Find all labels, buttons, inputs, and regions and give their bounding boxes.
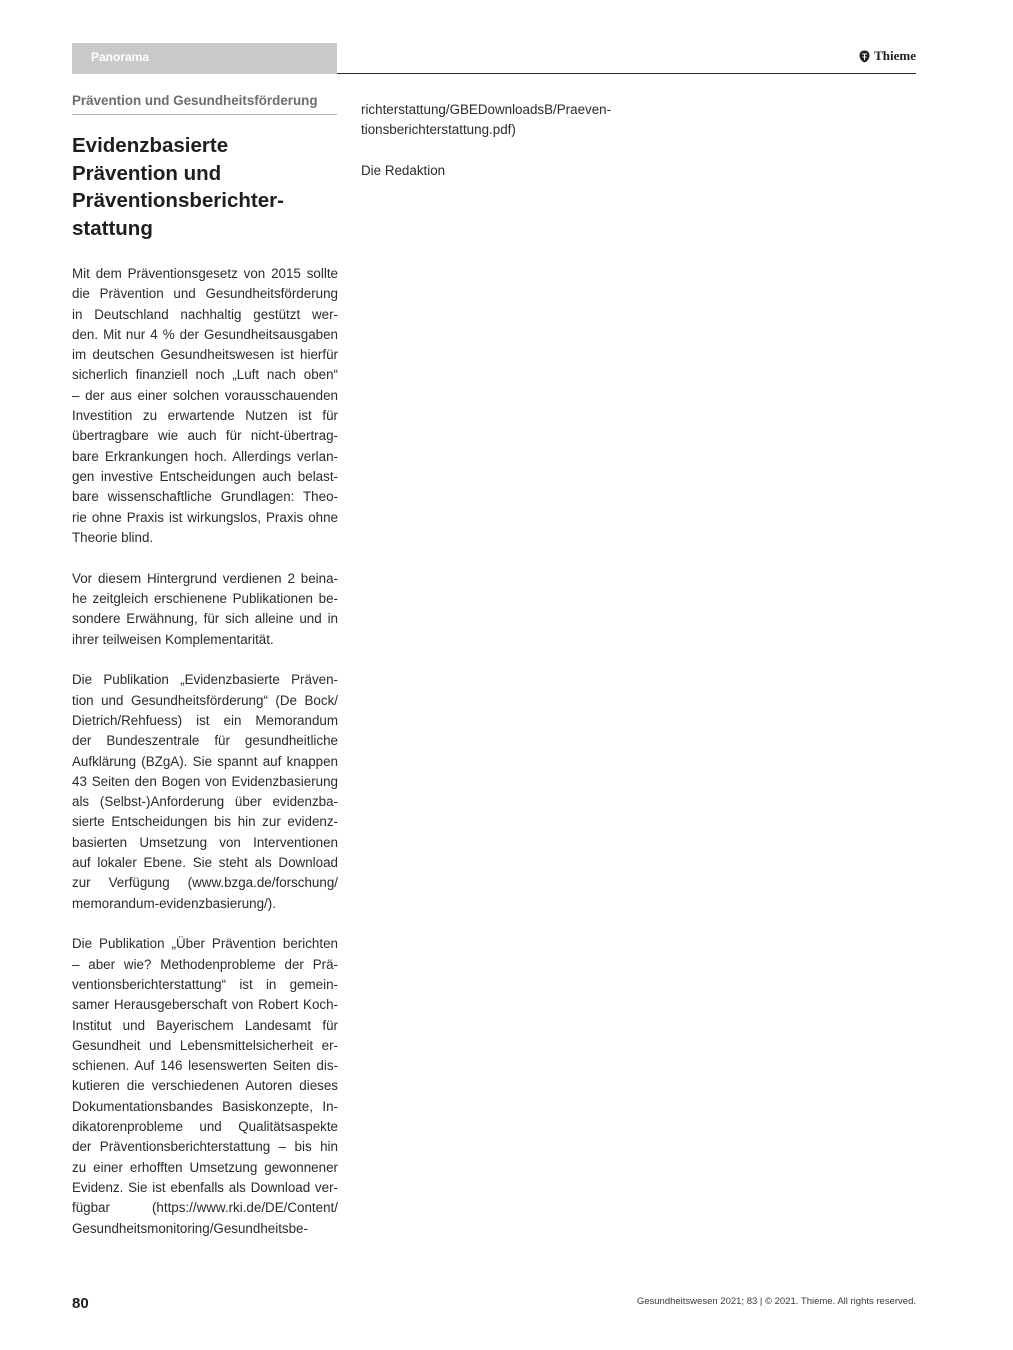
text-line: Die Publikation „Evidenzbasierte Präven-	[72, 672, 338, 688]
text-line: samer Herausgeberschaft von Robert Koch-	[72, 997, 338, 1013]
text-line: Aufklärung (BZgA). Sie spannt auf knappen	[72, 753, 338, 769]
text-line: auf lokaler Ebene. Sie steht als Download	[72, 855, 338, 871]
text-line: gen investive Entscheidungen auch belast-	[72, 468, 338, 484]
text-line: im deutschen Gesundheitswesen ist hierfür	[72, 347, 338, 363]
text-line: Theorie blind.	[72, 529, 154, 545]
text-line: rie ohne Praxis ist wirkungslos, Praxis ohne	[72, 509, 338, 525]
section-tab	[72, 43, 337, 74]
text-line: memorandum-evidenzbasierung/).	[72, 895, 276, 911]
text-line: ventionsberichterstattung“ ist in gemein-	[72, 977, 338, 992]
article-title	[72, 132, 337, 242]
text-line: sondere Erwähnung, für sich alleine und in	[72, 611, 338, 627]
text-line: tion und Gesundheitsförderung“ (De Bock/	[72, 692, 338, 708]
text-line: – aber wie? Methodenprobleme der Prä-	[72, 956, 338, 972]
article-body-left-column	[72, 264, 338, 1239]
text-line: – der aus einer solchen vorausschauenden	[72, 387, 338, 403]
text-line: Die Publikation „Über Prävention berichten	[72, 936, 338, 952]
text-line: Vor diesem Hintergrund verdienen 2 beina-	[72, 570, 338, 586]
paragraph	[72, 569, 338, 650]
text-line: übertragbare wie auch für nicht-übertrag-	[72, 428, 338, 444]
text-line: fügbar (https://www.rki.de/DE/Content/	[72, 1200, 338, 1216]
text-line: Gesundheitsmonitoring/Gesundheitsbe-	[72, 1220, 308, 1236]
text-line: 43 Seiten den Bogen von Evidenzbasierung	[72, 773, 338, 789]
text-line: zu einer erhofften Umsetzung gewonnener	[72, 1159, 338, 1175]
text-line: kutieren die verschiedenen Autoren dieses	[72, 1078, 338, 1094]
paragraph	[72, 264, 338, 548]
section-tab-label: Panorama	[91, 50, 150, 64]
paragraph-gap	[72, 650, 338, 671]
text-line: in Deutschland nachhaltig gestützt wer-	[72, 306, 338, 322]
paragraph-gap	[361, 141, 641, 162]
header-rule	[337, 73, 916, 74]
text-line: basierten Umsetzung von Interventionen	[72, 834, 338, 850]
text-line: Evidenz. Sie ist ebenfalls als Download ver-	[72, 1179, 338, 1195]
title-line: Präventionsberichter-	[72, 189, 284, 212]
text-line: Investition zu erwartende Nutzen ist für	[72, 408, 338, 424]
text-line: schienen. Auf 146 lesenswerten Seiten dis-	[72, 1058, 338, 1074]
text-line: zur Verfügung (www.bzga.de/forschung/	[72, 875, 338, 891]
text-line: sicherlich finanziell noch „Luft nach oben“	[72, 367, 338, 383]
text-line: he zeitgleich erschienene Publikationen be-	[72, 590, 338, 606]
title-line: Evidenzbasierte	[72, 134, 229, 157]
text-line: Dietrich/Rehfuess) ist ein Memorandum	[72, 712, 338, 728]
text-line: Mit dem Präventionsgesetz von 2015 sollte	[72, 266, 338, 281]
article-body-right-column	[361, 100, 641, 181]
paragraph	[72, 670, 338, 914]
text-line: als (Selbst-)Anforderung über evidenzba-	[72, 794, 338, 810]
text-line: sierte Entscheidungen bis hin zur evidenz-	[72, 814, 338, 830]
text-line: tionsberichterstattung.pdf)	[361, 122, 516, 138]
article-category: Prävention und Gesundheitsförderung	[72, 93, 337, 115]
text-line: bare wissenschaftliche Grundlagen: Theo-	[72, 489, 338, 505]
text-line: der Bundeszentrale für gesundheitliche	[72, 733, 338, 749]
text-line: ihrer teilweisen Komplementarität.	[72, 631, 274, 647]
text-line: der Präventionsberichterstattung – bis hin	[72, 1139, 338, 1155]
text-line: die Prävention und Gesundheitsförderung	[72, 286, 338, 302]
page-number: 80	[72, 1295, 89, 1312]
text-line: Institut und Bayerischem Landesamt für	[72, 1017, 338, 1033]
paragraph	[361, 161, 641, 181]
text-line: Dokumentationsbandes Basiskonzepte, In-	[72, 1098, 338, 1114]
paragraph	[72, 934, 338, 1238]
text-line: Die Redaktion	[361, 163, 446, 179]
brand-name: Thieme	[874, 48, 916, 63]
paragraph	[361, 100, 641, 141]
text-line: dikatorenprobleme und Qualitätsaspekte	[72, 1119, 338, 1135]
title-line: stattung	[72, 216, 153, 240]
text-line: richterstattung/GBEDownloadsB/Praeven-	[361, 102, 612, 117]
paragraph-gap	[72, 914, 338, 935]
text-line: Gesundheit und Lebensmittelsicherheit er-	[72, 1037, 338, 1053]
paragraph-gap	[72, 548, 338, 569]
thieme-logo-icon	[859, 50, 870, 63]
text-line: bare Erkrankungen hoch. Allerdings verlan-	[72, 448, 338, 464]
footer-citation: Gesundheitswesen 2021; 83 | © 2021. Thieme. All rights reserved.	[636, 1296, 916, 1307]
text-line: den. Mit nur 4 % der Gesundheitsausgaben	[72, 326, 338, 342]
title-line: Prävention und	[72, 161, 222, 185]
publisher-brand	[859, 48, 916, 64]
